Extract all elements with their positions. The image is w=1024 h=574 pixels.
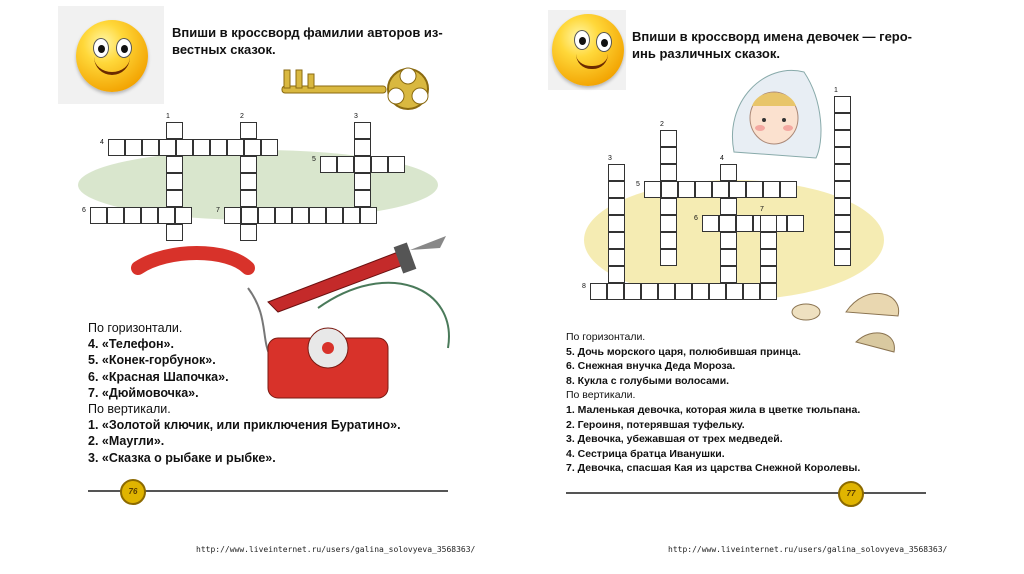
crossword-cell[interactable] — [641, 283, 658, 300]
crossword-grid — [58, 0, 458, 260]
crossword-cell[interactable] — [261, 139, 278, 156]
crossword-number: 1 — [166, 113, 170, 120]
crossword-cell[interactable] — [166, 173, 183, 190]
crossword-cell[interactable] — [720, 232, 737, 249]
clue: 4. Сестрица братца Иванушки. — [566, 447, 725, 460]
crossword-cell[interactable] — [736, 215, 753, 232]
crossword-cell[interactable] — [320, 156, 337, 173]
crossword-number: 5 — [312, 156, 316, 163]
crossword-cell[interactable] — [834, 215, 851, 232]
bottom-rule — [566, 492, 926, 494]
dagger-icon — [248, 232, 458, 322]
clue: 7. «Дюймовочка». — [88, 385, 199, 400]
crossword-cell[interactable] — [608, 249, 625, 266]
crossword-cell[interactable] — [834, 147, 851, 164]
crossword-cell[interactable] — [227, 139, 244, 156]
task-instruction: Впиши в кроссворд имена девочек — геро- инь различных сказок. — [632, 29, 913, 61]
task-instruction: Впиши в кроссворд фамилии авторов из- вестных сказок. — [172, 25, 443, 57]
crossword-cell[interactable] — [354, 190, 371, 207]
crossword-cell[interactable] — [660, 232, 677, 249]
page-number: 77 — [838, 481, 864, 507]
vertical-heading: По вертикали. — [566, 389, 636, 402]
crossword-cell[interactable] — [709, 283, 726, 300]
crossword-number: 1 — [834, 87, 838, 94]
crossword-cell[interactable] — [240, 173, 257, 190]
crossword-cell[interactable] — [309, 207, 326, 224]
crossword-cell[interactable] — [692, 283, 709, 300]
crossword-cell[interactable] — [834, 130, 851, 147]
crossword-cell[interactable] — [743, 283, 760, 300]
clue: 4. «Телефон». — [88, 337, 174, 352]
crossword-cell[interactable] — [660, 249, 677, 266]
crossword-number: 3 — [608, 155, 612, 162]
crossword-number: 6 — [82, 207, 86, 214]
clues-block — [88, 320, 401, 466]
crossword-cell[interactable] — [608, 164, 625, 181]
clue: 3. «Сказка о рыбаке и рыбке». — [88, 450, 276, 465]
crossword-cell[interactable] — [660, 130, 677, 147]
crossword-number: 8 — [582, 283, 586, 290]
crossword-cell[interactable] — [834, 113, 851, 130]
crossword-cell[interactable] — [834, 198, 851, 215]
crossword-cell[interactable] — [695, 181, 712, 198]
crossword-cell[interactable] — [760, 266, 777, 283]
crossword-cell[interactable] — [675, 283, 692, 300]
clue: 2. «Маугли». — [88, 434, 165, 449]
crossword-number: 4 — [720, 155, 724, 162]
crossword-cell[interactable] — [608, 181, 625, 198]
crossword-number: 6 — [694, 215, 698, 222]
crossword-cell[interactable] — [760, 249, 777, 266]
crossword-cell[interactable] — [240, 190, 257, 207]
clues-block — [566, 330, 860, 476]
page-number: 76 — [120, 479, 146, 505]
crossword-grid — [548, 0, 938, 310]
crossword-cell[interactable] — [787, 215, 804, 232]
crossword-cell[interactable] — [354, 122, 371, 139]
crossword-cell[interactable] — [834, 181, 851, 198]
horizontal-heading: По горизонтали. — [566, 331, 646, 343]
crossword-number: 5 — [636, 181, 640, 188]
horizontal-heading: По горизонтали. — [88, 321, 183, 335]
crossword-cell[interactable] — [661, 181, 678, 198]
crossword-cell[interactable] — [337, 156, 354, 173]
crossword-cell[interactable] — [720, 198, 737, 215]
crossword-cell[interactable] — [90, 207, 107, 224]
clue: 1. Маленькая девочка, которая жила в цветке тюльпана. — [566, 403, 861, 416]
crossword-cell[interactable] — [343, 207, 360, 224]
crossword-cell[interactable] — [388, 156, 405, 173]
crossword-cell[interactable] — [159, 139, 176, 156]
crossword-cell[interactable] — [624, 283, 641, 300]
crossword-cell[interactable] — [193, 139, 210, 156]
crossword-cell[interactable] — [780, 181, 797, 198]
crossword-cell[interactable] — [608, 232, 625, 249]
crossword-cell[interactable] — [644, 181, 661, 198]
crossword-cell[interactable] — [166, 190, 183, 207]
crossword-cell[interactable] — [658, 283, 675, 300]
crossword-cell[interactable] — [608, 215, 625, 232]
crossword-number: 7 — [216, 207, 220, 214]
crossword-cell[interactable] — [124, 207, 141, 224]
crossword-cell[interactable] — [726, 283, 743, 300]
clue: 2. Героиня, потерявшая туфельку. — [566, 418, 745, 431]
clue: 1. «Золотой ключик, или приключения Буратино». — [88, 418, 401, 433]
crossword-cell[interactable] — [108, 139, 125, 156]
crossword-number: 2 — [240, 113, 244, 120]
crossword-cell[interactable] — [240, 156, 257, 173]
crossword-cell[interactable] — [678, 181, 695, 198]
crossword-cell[interactable] — [244, 139, 261, 156]
crossword-cell[interactable] — [720, 266, 737, 283]
crossword-cell[interactable] — [660, 198, 677, 215]
crossword-cell[interactable] — [719, 215, 736, 232]
clue: 6. Снежная внучка Деда Мороза. — [566, 360, 736, 373]
right-page — [548, 0, 948, 554]
clue: 5. «Конек-горбунок». — [88, 353, 216, 368]
crossword-cell[interactable] — [360, 207, 377, 224]
crossword-cell[interactable] — [240, 122, 257, 139]
crossword-cell[interactable] — [660, 215, 677, 232]
crossword-cell[interactable] — [107, 207, 124, 224]
crossword-cell[interactable] — [371, 156, 388, 173]
crossword-cell[interactable] — [746, 181, 763, 198]
crossword-cell[interactable] — [702, 215, 719, 232]
crossword-cell[interactable] — [729, 181, 746, 198]
crossword-cell[interactable] — [175, 207, 192, 224]
crossword-cell[interactable] — [608, 266, 625, 283]
crossword-cell[interactable] — [176, 139, 193, 156]
clue: 5. Дочь морского царя, полюбившая принца. — [566, 345, 801, 358]
crossword-number: 7 — [760, 206, 764, 213]
crossword-cell[interactable] — [720, 164, 737, 181]
source-url: http://www.liveinternet.ru/users/galina_solovyeva_3568363/ — [668, 545, 948, 554]
crossword-cell[interactable] — [834, 96, 851, 113]
crossword-cell[interactable] — [158, 207, 175, 224]
crossword-number: 4 — [100, 139, 104, 146]
crossword-cell[interactable] — [258, 207, 275, 224]
crossword-cell[interactable] — [608, 198, 625, 215]
crossword-cell[interactable] — [660, 147, 677, 164]
crossword-cell[interactable] — [354, 156, 371, 173]
crossword-number: 2 — [660, 121, 664, 128]
crossword-cell[interactable] — [241, 207, 258, 224]
crossword-cell[interactable] — [834, 164, 851, 181]
crossword-cell[interactable] — [275, 207, 292, 224]
crossword-cell[interactable] — [292, 207, 309, 224]
crossword-cell[interactable] — [224, 207, 241, 224]
crossword-cell[interactable] — [354, 139, 371, 156]
crossword-cell[interactable] — [590, 283, 607, 300]
crossword-cell[interactable] — [142, 139, 159, 156]
crossword-cell[interactable] — [607, 283, 624, 300]
clue: 6. «Красная Шапочка». — [88, 369, 229, 384]
crossword-cell[interactable] — [141, 207, 158, 224]
crossword-cell[interactable] — [125, 139, 142, 156]
crossword-cell[interactable] — [834, 249, 851, 266]
clue: 7. Девочка, спасшая Кая из царства Снежной Королевы. — [566, 462, 861, 475]
crossword-cell[interactable] — [763, 181, 780, 198]
crossword-cell[interactable] — [760, 215, 777, 232]
crossword-cell[interactable] — [712, 181, 729, 198]
crossword-cell[interactable] — [326, 207, 343, 224]
crossword-cell[interactable] — [834, 232, 851, 249]
crossword-cell[interactable] — [354, 173, 371, 190]
source-url: http://www.liveinternet.ru/users/galina_solovyeva_3568363/ — [196, 545, 476, 554]
crossword-cell[interactable] — [166, 122, 183, 139]
crossword-cell[interactable] — [760, 232, 777, 249]
crossword-number: 3 — [354, 113, 358, 120]
crossword-cell[interactable] — [760, 283, 777, 300]
crossword-cell[interactable] — [660, 164, 677, 181]
crossword-cell[interactable] — [720, 249, 737, 266]
left-page — [58, 0, 476, 554]
clue: 8. Кукла с голубыми волосами. — [566, 374, 730, 387]
vertical-heading: По вертикали. — [88, 402, 171, 417]
crossword-cell[interactable] — [166, 156, 183, 173]
crossword-cell[interactable] — [210, 139, 227, 156]
clue: 3. Девочка, убежавшая от трех медведей. — [566, 433, 783, 446]
